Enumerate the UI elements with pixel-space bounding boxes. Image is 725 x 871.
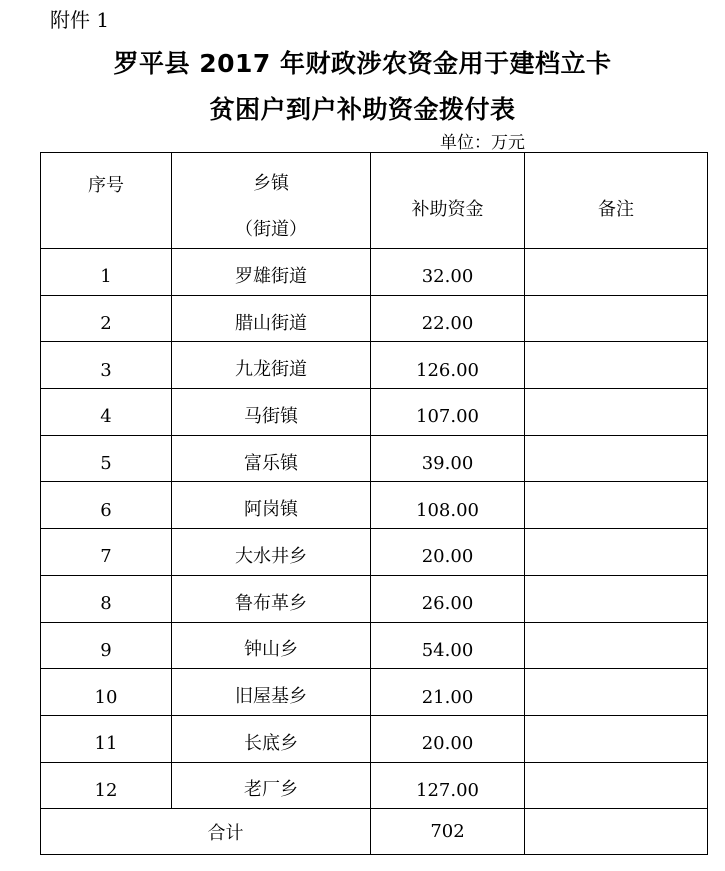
row-town: 鲁布革乡 [172,575,371,622]
total-label: 合计 [41,809,371,855]
header-town-line-1: 乡镇 [253,173,289,194]
table-row [41,715,708,762]
row-index: 11 [41,715,172,762]
table-row [41,389,708,436]
row-note [525,342,708,389]
table-row [41,249,708,296]
row-town: 大水井乡 [172,529,371,576]
row-note [525,762,708,809]
row-town: 罗雄街道 [172,249,371,296]
row-town: 九龙街道 [172,342,371,389]
row-town: 旧屋基乡 [172,669,371,716]
row-amount: 126.00 [371,342,525,389]
row-note [525,715,708,762]
row-index: 8 [41,575,172,622]
row-note [525,482,708,529]
row-town: 阿岗镇 [172,482,371,529]
header-town-line-2: （街道） [235,219,307,240]
row-index: 9 [41,622,172,669]
total-row [41,809,708,855]
header-note: 备注 [525,153,708,249]
row-index: 2 [41,295,172,342]
table-row [41,669,708,716]
row-town: 老厂乡 [172,762,371,809]
row-amount: 108.00 [371,482,525,529]
document-title-line-2: 贫困户到户补助资金拨付表 [209,95,516,124]
row-amount: 20.00 [371,715,525,762]
row-amount: 22.00 [371,295,525,342]
row-amount: 21.00 [371,669,525,716]
row-note [525,529,708,576]
row-amount: 20.00 [371,529,525,576]
row-index: 3 [41,342,172,389]
row-amount: 32.00 [371,249,525,296]
row-index: 4 [41,389,172,436]
row-note [525,389,708,436]
unit-label: 单位：万元 [440,133,525,153]
header-town [172,153,371,249]
row-amount: 26.00 [371,575,525,622]
attachment-label: 附件 1 [50,8,110,32]
row-town: 马街镇 [172,389,371,436]
total-amount: 702 [371,809,525,855]
row-town: 腊山街道 [172,295,371,342]
row-town: 富乐镇 [172,435,371,482]
table-row [41,762,708,809]
table-row [41,482,708,529]
row-index: 12 [41,762,172,809]
table-row [41,342,708,389]
row-amount: 39.00 [371,435,525,482]
total-note [525,809,708,855]
row-note [525,435,708,482]
document-title-line-1: 罗平县 2017 年财政涉农资金用于建档立卡 [113,49,612,78]
table-row [41,435,708,482]
row-note [525,669,708,716]
table-body [41,249,708,809]
row-index: 5 [41,435,172,482]
row-note [525,295,708,342]
header-amount: 补助资金 [371,153,525,249]
row-amount: 54.00 [371,622,525,669]
row-index: 1 [41,249,172,296]
subsidy-table [40,152,708,855]
header-index: 序号 [41,153,172,249]
row-town: 钟山乡 [172,622,371,669]
row-amount: 107.00 [371,389,525,436]
table-row [41,575,708,622]
row-town: 长底乡 [172,715,371,762]
row-note [525,249,708,296]
row-note [525,622,708,669]
row-index: 6 [41,482,172,529]
table-row [41,622,708,669]
row-amount: 127.00 [371,762,525,809]
row-index: 10 [41,669,172,716]
row-note [525,575,708,622]
row-index: 7 [41,529,172,576]
table-row [41,295,708,342]
table-row [41,529,708,576]
table-header-row [41,153,708,249]
